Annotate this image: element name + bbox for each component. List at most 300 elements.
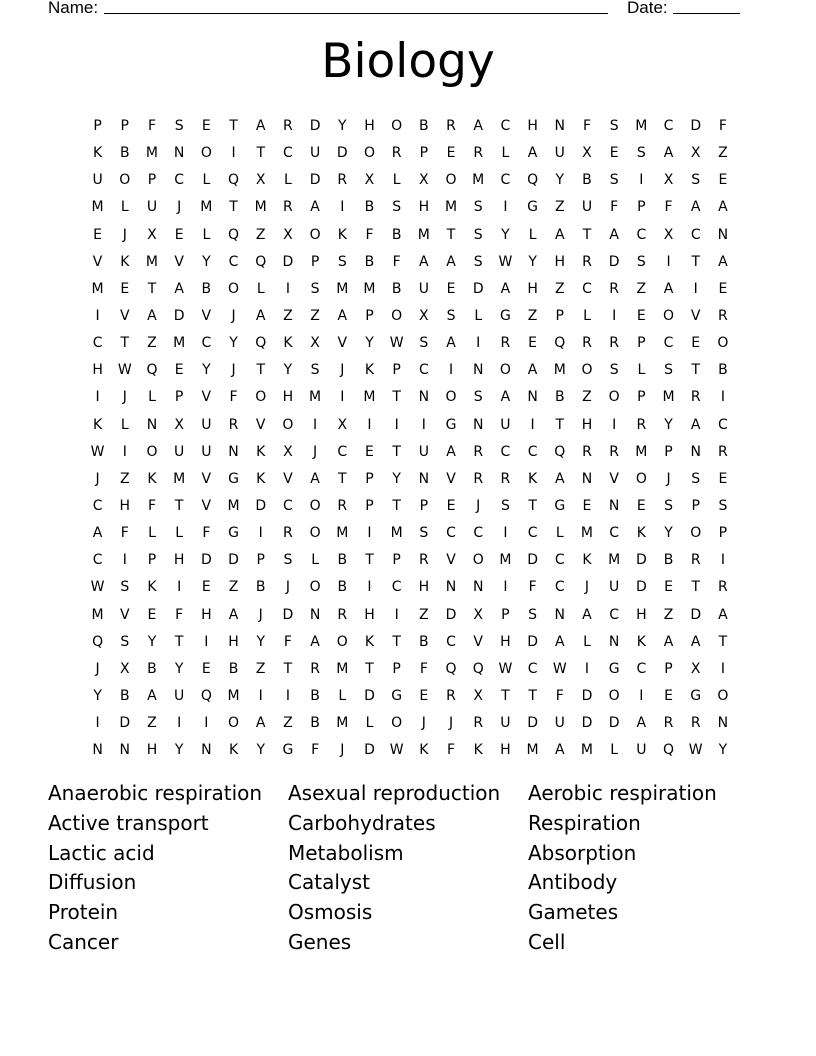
- grid-letter: B: [147, 660, 157, 677]
- grid-letter: A: [446, 335, 456, 352]
- grid-letter: T: [147, 280, 157, 297]
- grid-letter: D: [527, 633, 538, 650]
- grid-letter: N: [472, 362, 484, 379]
- grid-letter: H: [364, 606, 375, 623]
- grid-letter: D: [173, 307, 185, 324]
- grid-letter: T: [718, 633, 728, 650]
- grid-letter: Q: [146, 362, 158, 379]
- grid-letter: P: [120, 118, 129, 134]
- grid-letter: T: [174, 633, 184, 650]
- grid-letter: F: [555, 687, 564, 704]
- grid-letter: F: [175, 606, 184, 623]
- grid-letter: Y: [555, 172, 565, 189]
- grid-letter: G: [228, 525, 239, 542]
- grid-letter: T: [691, 362, 700, 379]
- grid-letter: D: [228, 552, 239, 569]
- grid-letter: T: [392, 443, 401, 460]
- grid-letter: U: [554, 145, 565, 162]
- grid-letter: I: [448, 362, 454, 379]
- grid-letter: E: [582, 497, 592, 514]
- grid-letter: K: [473, 742, 483, 759]
- grid-letter: I: [394, 606, 399, 623]
- grid-letter: A: [554, 633, 565, 650]
- grid-letter: M: [309, 389, 322, 406]
- grid-letter: E: [718, 172, 728, 189]
- grid-letter: Z: [228, 579, 239, 596]
- grid-letter: U: [174, 687, 185, 704]
- word-list-item: Catalyst: [288, 870, 370, 895]
- grid-letter: E: [691, 335, 701, 352]
- grid-letter: C: [228, 253, 239, 270]
- grid-letter: C: [636, 226, 647, 243]
- grid-letter: N: [608, 633, 620, 650]
- grid-letter: V: [446, 552, 456, 569]
- grid-letter: H: [500, 633, 511, 650]
- grid-letter: F: [120, 525, 129, 542]
- grid-letter: J: [285, 579, 290, 596]
- grid-letter: D: [200, 552, 212, 569]
- grid-letter: J: [313, 443, 318, 460]
- grid-letter: N: [173, 145, 185, 162]
- grid-letter: P: [147, 552, 157, 569]
- grid-letter: M: [227, 497, 240, 514]
- grid-letter: F: [311, 742, 320, 759]
- grid-letter: A: [500, 389, 511, 406]
- grid-letter: D: [690, 118, 702, 134]
- grid-letter: V: [119, 606, 130, 623]
- word-list-item: Diffusion: [48, 870, 137, 895]
- grid-letter: R: [663, 715, 674, 732]
- grid-letter: I: [285, 280, 290, 297]
- grid-letter: Y: [528, 253, 537, 270]
- grid-letter: E: [174, 226, 184, 243]
- grid-letter: E: [201, 660, 211, 677]
- grid-letter: R: [337, 172, 348, 189]
- name-blank-line: [104, 13, 608, 14]
- grid-letter: W: [498, 660, 513, 677]
- grid-letter: B: [391, 280, 402, 297]
- grid-letter: R: [228, 416, 239, 433]
- grid-letter: O: [635, 470, 647, 487]
- grid-letter: P: [718, 525, 728, 542]
- grid-letter: N: [201, 742, 212, 759]
- grid-letter: A: [718, 199, 728, 216]
- grid-letter: H: [418, 199, 430, 216]
- grid-letter: R: [582, 253, 592, 270]
- grid-letter: J: [258, 606, 263, 623]
- grid-letter: A: [500, 280, 511, 297]
- grid-letter: F: [202, 525, 211, 542]
- grid-letter: I: [95, 389, 100, 406]
- grid-letter: W: [117, 362, 132, 379]
- grid-letter: L: [338, 687, 347, 704]
- grid-letter: R: [609, 335, 620, 352]
- grid-letter: V: [609, 470, 619, 487]
- grid-letter: Y: [664, 525, 673, 542]
- grid-letter: C: [92, 335, 103, 352]
- grid-letter: I: [285, 687, 290, 704]
- grid-letter: R: [500, 335, 511, 352]
- grid-letter: S: [419, 525, 429, 542]
- grid-letter: M: [227, 687, 240, 704]
- grid-letter: C: [201, 335, 212, 352]
- grid-letter: F: [447, 742, 456, 759]
- grid-letter: J: [122, 389, 127, 406]
- grid-letter: Q: [472, 660, 484, 677]
- grid-letter: T: [528, 687, 537, 704]
- grid-letter: D: [309, 118, 321, 134]
- grid-letter: I: [367, 416, 372, 433]
- grid-letter: P: [256, 552, 265, 569]
- word-list: [48, 778, 768, 957]
- grid-letter: I: [231, 145, 236, 162]
- grid-letter: E: [446, 280, 456, 297]
- grid-letter: S: [718, 497, 728, 514]
- grid-letter: N: [146, 416, 158, 433]
- grid-letter: P: [555, 307, 564, 324]
- grid-letter: V: [473, 633, 483, 650]
- grid-letter: X: [283, 226, 293, 243]
- grid-letter: E: [120, 280, 130, 297]
- grid-letter: A: [690, 199, 701, 216]
- grid-letter: A: [310, 199, 320, 216]
- grid-letter: J: [340, 742, 345, 759]
- grid-letter: A: [527, 362, 538, 379]
- grid-letter: L: [637, 362, 646, 379]
- grid-letter: L: [555, 525, 564, 542]
- grid-letter: N: [445, 579, 457, 596]
- grid-letter: Q: [554, 335, 566, 352]
- grid-letter: L: [120, 416, 129, 433]
- grid-letter: O: [445, 172, 457, 189]
- grid-letter: N: [92, 742, 103, 759]
- grid-letter: Z: [554, 280, 565, 297]
- grid-letter: M: [526, 742, 539, 759]
- grid-letter: P: [637, 199, 646, 216]
- grid-letter: I: [666, 253, 671, 270]
- grid-letter: M: [608, 552, 621, 569]
- grid-letter: Z: [255, 660, 266, 677]
- date-label: Date:: [627, 0, 668, 17]
- grid-letter: B: [364, 199, 375, 216]
- grid-letter: R: [283, 199, 293, 216]
- grid-letter: S: [664, 497, 673, 514]
- grid-letter: I: [122, 552, 127, 569]
- date-blank-line: [673, 13, 740, 14]
- grid-letter: R: [337, 497, 348, 514]
- grid-letter: B: [419, 118, 429, 134]
- grid-letter: M: [145, 253, 159, 270]
- grid-letter: A: [554, 226, 565, 243]
- grid-letter: P: [501, 606, 510, 623]
- grid-letter: W: [498, 253, 513, 270]
- grid-letter: O: [445, 389, 457, 406]
- grid-letter: Z: [147, 715, 157, 732]
- grid-letter: Q: [200, 687, 212, 704]
- grid-letter: Q: [92, 633, 104, 650]
- grid-letter: L: [583, 633, 591, 650]
- grid-letter: V: [255, 416, 266, 433]
- grid-letter: R: [718, 443, 728, 460]
- grid-letter: H: [581, 416, 593, 433]
- grid-letter: Q: [445, 660, 457, 677]
- grid-letter: N: [608, 497, 620, 514]
- grid-letter: X: [473, 606, 484, 623]
- grid-letter: E: [609, 145, 619, 162]
- grid-letter: P: [664, 660, 673, 677]
- grid-letter: F: [392, 253, 401, 270]
- grid-letter: O: [717, 335, 729, 352]
- grid-letter: X: [147, 226, 157, 243]
- grid-letter: G: [282, 742, 294, 759]
- grid-letter: L: [148, 389, 156, 406]
- grid-letter: P: [365, 497, 374, 514]
- grid-letter: C: [174, 172, 185, 189]
- grid-letter: Z: [283, 307, 293, 324]
- grid-letter: T: [555, 416, 565, 433]
- grid-letter: S: [310, 362, 320, 379]
- grid-letter: C: [663, 335, 674, 352]
- grid-letter: N: [309, 606, 321, 623]
- grid-letter: T: [392, 633, 401, 650]
- grid-letter: C: [92, 497, 103, 514]
- grid-letter: L: [474, 307, 483, 324]
- grid-letter: C: [609, 525, 620, 542]
- grid-letter: A: [337, 307, 348, 324]
- grid-letter: C: [527, 443, 538, 460]
- grid-letter: K: [228, 742, 239, 759]
- grid-letter: C: [283, 497, 293, 514]
- grid-letter: G: [554, 497, 566, 514]
- grid-letter: F: [582, 118, 591, 134]
- grid-letter: B: [391, 226, 402, 243]
- grid-letter: Y: [93, 687, 102, 704]
- grid-letter: T: [256, 145, 265, 162]
- grid-letter: A: [582, 606, 592, 623]
- header: [48, 0, 748, 20]
- grid-letter: S: [609, 172, 619, 189]
- grid-letter: M: [417, 226, 430, 243]
- grid-letter: M: [336, 715, 349, 732]
- grid-letter: R: [582, 335, 592, 352]
- grid-letter: A: [310, 470, 320, 487]
- grid-letter: F: [419, 660, 428, 677]
- grid-letter: K: [364, 633, 375, 650]
- grid-letter: U: [609, 579, 620, 596]
- grid-letter: Y: [664, 416, 673, 433]
- grid-letter: N: [581, 470, 593, 487]
- grid-letter: I: [584, 660, 590, 677]
- grid-letter: J: [122, 226, 127, 243]
- page-title: Biology: [321, 34, 495, 89]
- grid-letter: B: [255, 579, 266, 596]
- grid-letter: R: [283, 118, 293, 134]
- grid-letter: C: [500, 118, 511, 134]
- grid-letter: C: [554, 579, 565, 596]
- grid-letter: X: [283, 443, 293, 460]
- grid-letter: D: [608, 715, 620, 732]
- grid-letter: J: [95, 470, 100, 487]
- word-list-item: Asexual reproduction: [288, 781, 501, 805]
- grid-letter: O: [146, 443, 158, 460]
- grid-letter: X: [582, 145, 592, 162]
- grid-letter: H: [173, 552, 185, 569]
- grid-letter: V: [283, 470, 293, 487]
- grid-letter: L: [501, 145, 510, 162]
- grid-letter: I: [340, 389, 345, 406]
- grid-letter: I: [367, 525, 372, 542]
- grid-letter: N: [690, 443, 701, 460]
- grid-letter: R: [310, 660, 320, 677]
- grid-letter: F: [147, 497, 156, 514]
- grid-letter: P: [310, 253, 320, 270]
- grid-letter: I: [95, 715, 100, 732]
- grid-letter: S: [120, 633, 130, 650]
- grid-letter: M: [662, 389, 675, 406]
- grid-letter: C: [418, 362, 429, 379]
- grid-letter: B: [337, 552, 348, 569]
- name-label: Name:: [48, 0, 99, 17]
- grid-letter: S: [174, 118, 184, 134]
- grid-letter: P: [365, 307, 374, 324]
- grid-letter: Y: [256, 742, 265, 759]
- grid-letter: K: [419, 742, 429, 759]
- grid-letter: R: [418, 552, 429, 569]
- grid-letter: K: [256, 470, 266, 487]
- grid-letter: O: [690, 525, 702, 542]
- grid-letter: I: [177, 715, 182, 732]
- grid-letter: P: [419, 145, 429, 162]
- grid-letter: T: [229, 199, 238, 216]
- grid-letter: G: [445, 416, 457, 433]
- grid-letter: D: [364, 742, 375, 759]
- grid-letter: M: [553, 362, 566, 379]
- grid-letter: C: [446, 525, 456, 542]
- grid-letter: E: [365, 443, 374, 460]
- grid-letter: M: [254, 199, 267, 216]
- grid-letter: K: [93, 145, 103, 162]
- grid-letter: K: [364, 362, 375, 379]
- grid-letter: A: [446, 443, 456, 460]
- grid-letter: C: [473, 525, 484, 542]
- grid-letter: E: [446, 145, 456, 162]
- grid-letter: D: [336, 145, 348, 162]
- grid-letter: O: [581, 362, 593, 379]
- grid-letter: Z: [283, 715, 293, 732]
- grid-letter: R: [391, 145, 402, 162]
- grid-letter: T: [365, 660, 374, 677]
- grid-letter: A: [255, 307, 266, 324]
- grid-letter: T: [256, 362, 265, 379]
- grid-letter: Z: [255, 226, 266, 243]
- grid-letter: P: [93, 118, 102, 134]
- grid-letter: A: [663, 280, 674, 297]
- grid-letter: C: [527, 660, 538, 677]
- grid-letter: J: [584, 579, 590, 596]
- grid-letter: Q: [255, 335, 267, 352]
- grid-letter: M: [91, 280, 104, 297]
- grid-letter: K: [337, 226, 347, 243]
- grid-letter: L: [202, 172, 211, 189]
- grid-letter: Z: [147, 335, 157, 352]
- grid-letter: W: [90, 443, 105, 460]
- grid-letter: K: [636, 633, 646, 650]
- grid-letter: Y: [392, 470, 401, 487]
- grid-letter: D: [635, 552, 647, 569]
- grid-letter: B: [663, 552, 674, 569]
- grid-letter: X: [663, 226, 674, 243]
- grid-letter: T: [283, 660, 293, 677]
- grid-letter: I: [340, 199, 345, 216]
- grid-letter: A: [255, 118, 266, 134]
- grid-letter: T: [691, 579, 700, 596]
- grid-letter: N: [717, 226, 729, 243]
- grid-letter: X: [174, 416, 184, 433]
- grid-letter: P: [637, 335, 646, 352]
- grid-letter: O: [608, 389, 620, 406]
- word-list-item: Cancer: [48, 929, 119, 954]
- grid-letter: T: [528, 497, 537, 514]
- grid-letter: H: [201, 606, 212, 623]
- grid-letter: U: [146, 199, 158, 216]
- grid-letter: E: [664, 687, 673, 704]
- grid-letter: I: [421, 416, 426, 433]
- grid-letter: E: [93, 226, 103, 243]
- grid-letter: S: [473, 226, 483, 243]
- grid-letter: I: [313, 416, 318, 433]
- grid-letter: O: [608, 687, 620, 704]
- grid-letter: J: [340, 362, 345, 379]
- grid-letter: V: [92, 253, 103, 270]
- grid-letter: O: [119, 172, 131, 189]
- grid-letter: C: [92, 552, 103, 569]
- grid-letter: X: [119, 660, 130, 677]
- grid-letter: I: [612, 307, 617, 324]
- grid-letter: U: [636, 742, 647, 759]
- grid-letter: J: [177, 199, 182, 216]
- grid-letter: N: [472, 579, 484, 596]
- grid-letter: G: [690, 687, 702, 704]
- grid-letter: C: [636, 660, 647, 677]
- word-list-item: Active transport: [48, 810, 209, 835]
- grid-letter: V: [119, 307, 130, 324]
- grid-letter: G: [527, 199, 539, 216]
- grid-letter: T: [120, 335, 130, 352]
- grid-letter: E: [419, 687, 429, 704]
- grid-letter: O: [391, 715, 403, 732]
- grid-letter: R: [283, 525, 293, 542]
- grid-letter: B: [119, 687, 130, 704]
- grid-letter: R: [446, 687, 456, 704]
- grid-letter: S: [691, 470, 701, 487]
- grid-letter: U: [201, 443, 212, 460]
- grid-letter: N: [228, 443, 239, 460]
- grid-letter: J: [231, 362, 236, 379]
- grid-letter: R: [500, 470, 511, 487]
- grid-letter: E: [636, 307, 646, 324]
- grid-letter: E: [664, 579, 673, 596]
- grid-letter: P: [392, 362, 401, 379]
- grid-letter: K: [147, 470, 157, 487]
- grid-letter: V: [201, 470, 212, 487]
- grid-letter: Z: [119, 470, 130, 487]
- grid-letter: D: [309, 172, 321, 189]
- grid-letter: K: [582, 552, 592, 569]
- grid-letter: M: [336, 660, 349, 677]
- grid-letter: A: [92, 525, 103, 542]
- grid-letter: V: [446, 470, 456, 487]
- grid-letter: I: [720, 660, 725, 677]
